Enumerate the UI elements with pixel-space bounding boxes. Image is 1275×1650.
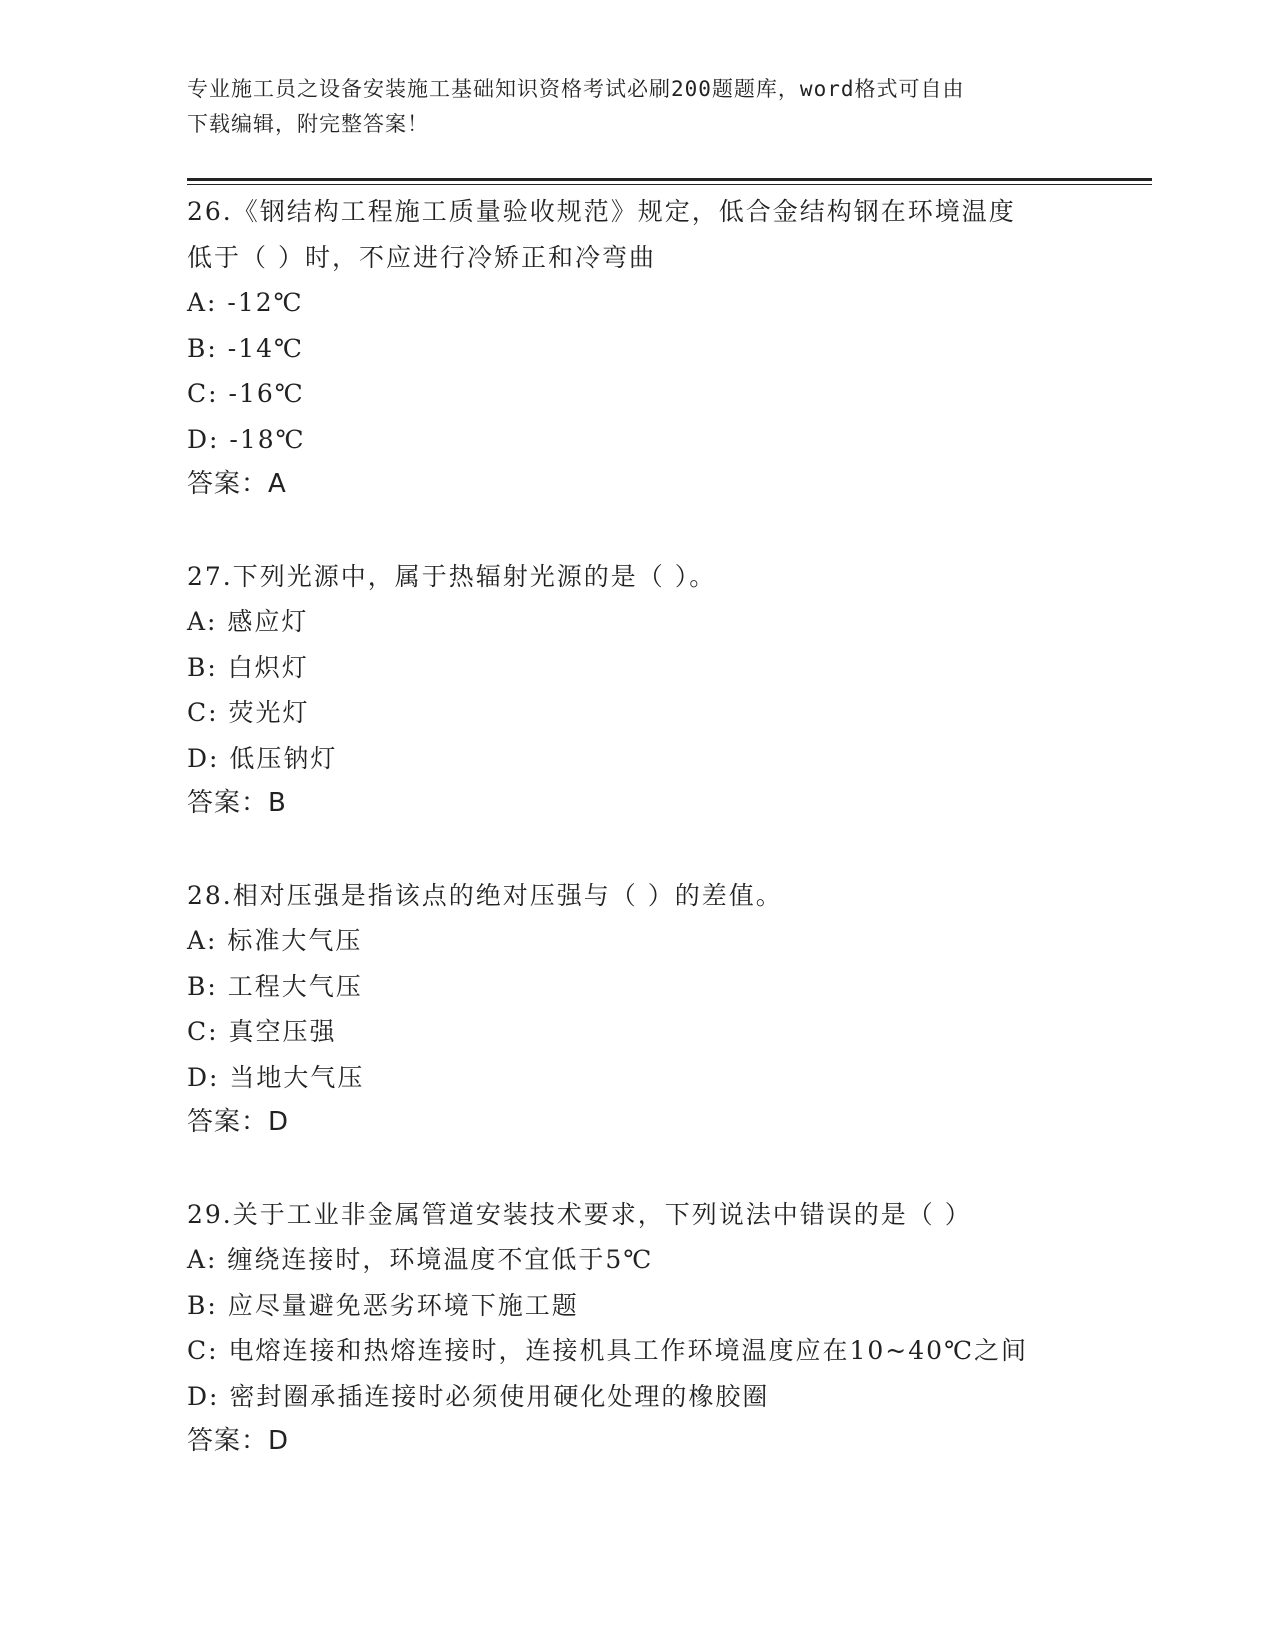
question-list (187, 189, 1147, 1511)
option-b: B: -14℃ (187, 333, 304, 363)
option-c: C: 荧光灯 (187, 698, 310, 727)
answer-label: 答案：B (187, 788, 287, 818)
option-a: A: 感应灯 (187, 607, 309, 636)
option-b: B: 应尽量避免恶劣环境下施工题 (187, 1290, 579, 1320)
answer-label: 答案：A (187, 469, 287, 499)
option-c: C: 真空压强 (187, 1017, 337, 1046)
option-d: D: 当地大气压 (187, 1062, 365, 1092)
option-a: A: 标准大气压 (187, 926, 363, 955)
header-divider-thick (187, 178, 1152, 181)
question-26 (187, 189, 1147, 508)
question-28 (187, 873, 1147, 1146)
question-27 (187, 554, 1147, 827)
header-line-2: 下载编辑，附完整答案！ (187, 112, 429, 136)
answer-label: 答案：D (187, 1426, 290, 1456)
option-b: B: 白炽灯 (187, 652, 309, 682)
option-a: A: -12℃ (187, 288, 304, 317)
question-stem-line: 28.相对压强是指该点的绝对压强与（ ）的差值。 (187, 880, 783, 910)
document-header (187, 72, 1087, 142)
question-stem-line: 低于（ ）时，不应进行冷矫正和冷弯曲 (187, 242, 656, 272)
question-29 (187, 1192, 1147, 1465)
option-d: D: 密封圈承插连接时必须使用硬化处理的橡胶圈 (187, 1381, 770, 1411)
header-divider-thin (187, 184, 1152, 185)
option-c: C: -16℃ (187, 379, 305, 408)
header-line-1: 专业施工员之设备安装施工基础知识资格考试必刷200题题库，word格式可自由 (187, 77, 965, 101)
question-stem-line: 26.《钢结构工程施工质量验收规范》规定，低合金结构钢在环境温度 (187, 197, 1016, 226)
option-d: D: 低压钠灯 (187, 743, 338, 773)
option-d: D: -18℃ (187, 424, 306, 454)
option-b: B: 工程大气压 (187, 971, 363, 1001)
option-a: A: 缠绕连接时，环境温度不宜低于5℃ (187, 1245, 654, 1274)
option-c: C: 电熔连接和热熔连接时，连接机具工作环境温度应在10~40℃之间 (187, 1336, 1029, 1365)
question-stem-line: 29.关于工业非金属管道安装技术要求，下列说法中错误的是（ ） (187, 1199, 972, 1229)
answer-label: 答案：D (187, 1107, 290, 1137)
question-stem-line: 27.下列光源中，属于热辐射光源的是（ ）。 (187, 561, 717, 591)
